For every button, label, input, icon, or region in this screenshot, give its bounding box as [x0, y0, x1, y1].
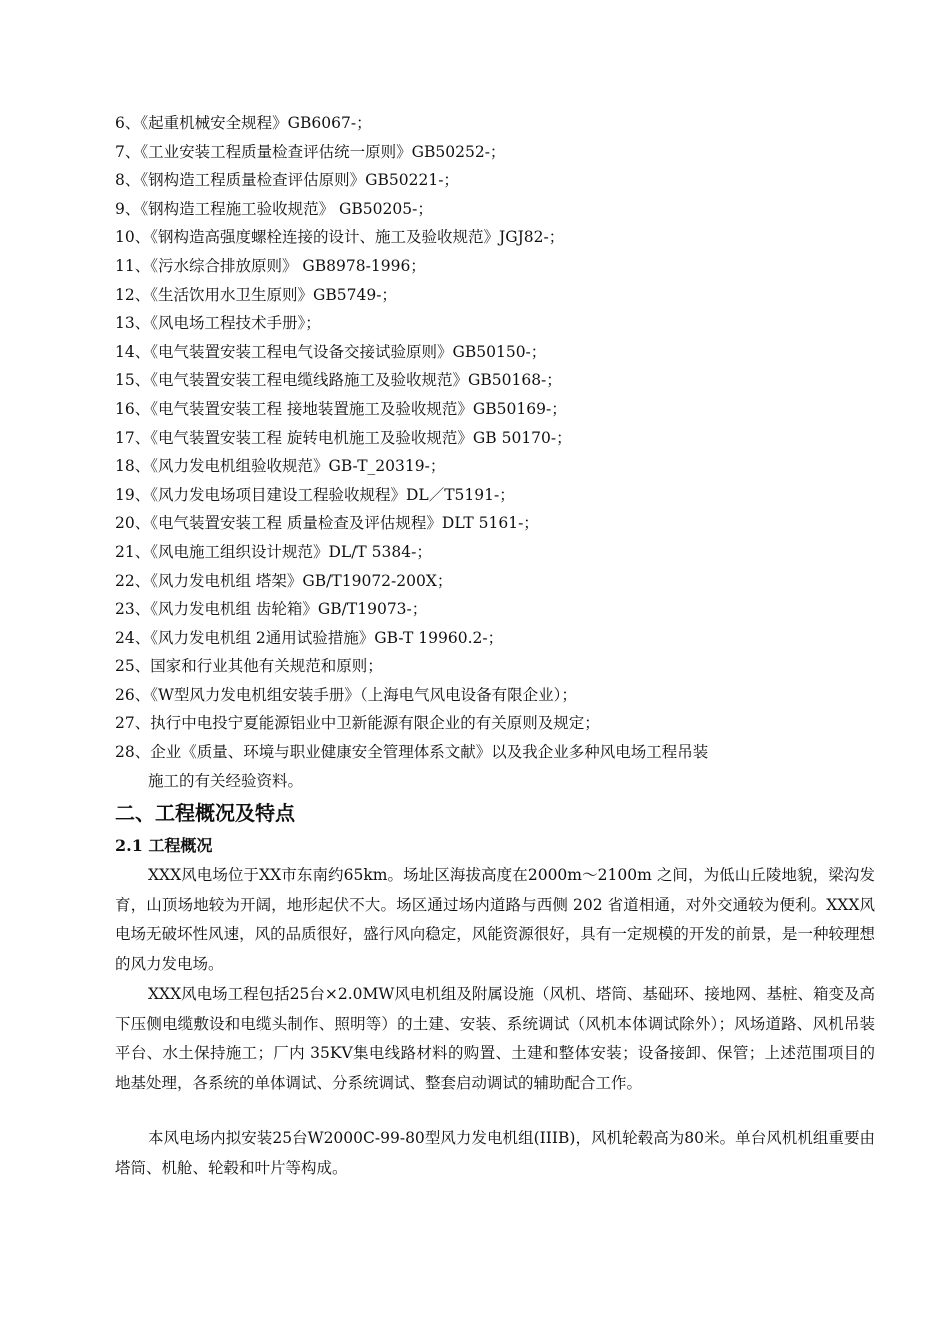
reference-item: 20、《电气装置安装工程 质量检查及评估规程》DLT 5161-； — [115, 514, 539, 533]
subsection-heading: 2.1 工程概况 — [115, 836, 213, 855]
reference-item: 8、《钢构造工程质量检查评估原则》GB50221-； — [115, 171, 459, 190]
reference-28-line1: 28、企业《质量、环境与职业健康安全管理体系文献》以及我企业多种风电场工程吊装 — [115, 743, 709, 762]
body-paragraph: XXX风电场位于XX市东南约65km。场址区海拔高度在2000m～2100m 之间，为低山丘陵地貌，梁沟发育，山顶场地较为开阔，地形起伏不大。场区通过场内道路与西侧 202 省道相通，对外交通较为便利。XXX风电场无破坏性风速，风的品质很好，盛行风向稳定，风能资源很好，具有一定规模的开发的前景，是一种较理想的风力发电场。 — [115, 866, 875, 973]
reference-item: 11、《污水综合排放原则》 GB8978-1996； — [115, 256, 426, 275]
reference-item: 7、《工业安装工程质量检查评估统一原则》GB50252-； — [115, 142, 506, 161]
reference-item: 23、《风力发电机组 齿轮箱》GB/T19073-； — [115, 600, 428, 619]
reference-item: 25、国家和行业其他有关规范和原则； — [115, 657, 383, 676]
reference-item: 26、《W型风力发电机组安装手册》（上海电气风电设备有限企业）； — [115, 685, 577, 704]
section-heading: 二、工程概况及特点 — [115, 801, 295, 825]
reference-item: 17、《电气装置安装工程 旋转电机施工及验收规范》GB 50170-； — [115, 428, 572, 447]
reference-item: 9、《钢构造工程施工验收规范》 GB50205-； — [115, 199, 433, 218]
reference-item-28 — [115, 738, 875, 795]
reference-item: 14、《电气装置安装工程电气设备交接试验原则》GB50150-； — [115, 342, 547, 361]
reference-item: 13、《风电场工程技术手册》； — [115, 314, 321, 333]
reference-item: 18、《风力发电机组验收规范》GB-T_20319-； — [115, 457, 446, 476]
reference-item: 22、《风力发电机组 塔架》GB/T19072-200X； — [115, 571, 453, 590]
reference-list — [115, 109, 875, 795]
body-paragraph: XXX风电场工程包括25台×2.0MW风电机组及附属设施（风机、塔筒、基础环、接地网、基桩、箱变及高下压侧电缆敷设和电缆头制作、照明等）的土建、安装、系统调试（风机本体调试除外）；风场道路、风机吊装平台、水土保持施工；厂内 35KV集电线路材料的购置、土建和整体安装；设备接卸、保管；上述范围项目的地基处理，各系统的单体调试、分系统调试、整套启动调试的辅助配合工作。 — [115, 985, 875, 1092]
reference-item: 24、《风力发电机组 2通用试验措施》GB-T 19960.2-； — [115, 628, 504, 647]
reference-28-line2: 施工的有关经验资料。 — [148, 771, 304, 790]
body-paragraph: 本风电场内拟安装25台W2000C-99-80型风力发电机组(IIIB)，风机轮毂高为80米。单台风机机组重要由塔筒、机舱、轮毂和叶片等构成。 — [115, 1129, 875, 1177]
reference-item: 15、《电气装置安装工程电缆线路施工及验收规范》GB50168-； — [115, 371, 562, 390]
reference-item: 27、执行中电投宁夏能源铝业中卫新能源有限企业的有关原则及规定； — [115, 714, 600, 733]
reference-item: 6、《起重机械安全规程》GB6067-； — [115, 114, 372, 132]
reference-item: 12、《生活饮用水卫生原则》GB5749-； — [115, 285, 397, 304]
reference-item: 10、《钢构造高强度螺栓连接的设计、施工及验收规范》JGJ82-； — [115, 228, 565, 247]
reference-item: 16、《电气装置安装工程 接地装置施工及验收规范》GB50169-； — [115, 399, 567, 418]
reference-item: 19、《风力发电场项目建设工程验收规程》DL／T5191-； — [115, 485, 515, 504]
reference-item: 21、《风电施工组织设计规范》DL/T 5384-； — [115, 542, 432, 561]
